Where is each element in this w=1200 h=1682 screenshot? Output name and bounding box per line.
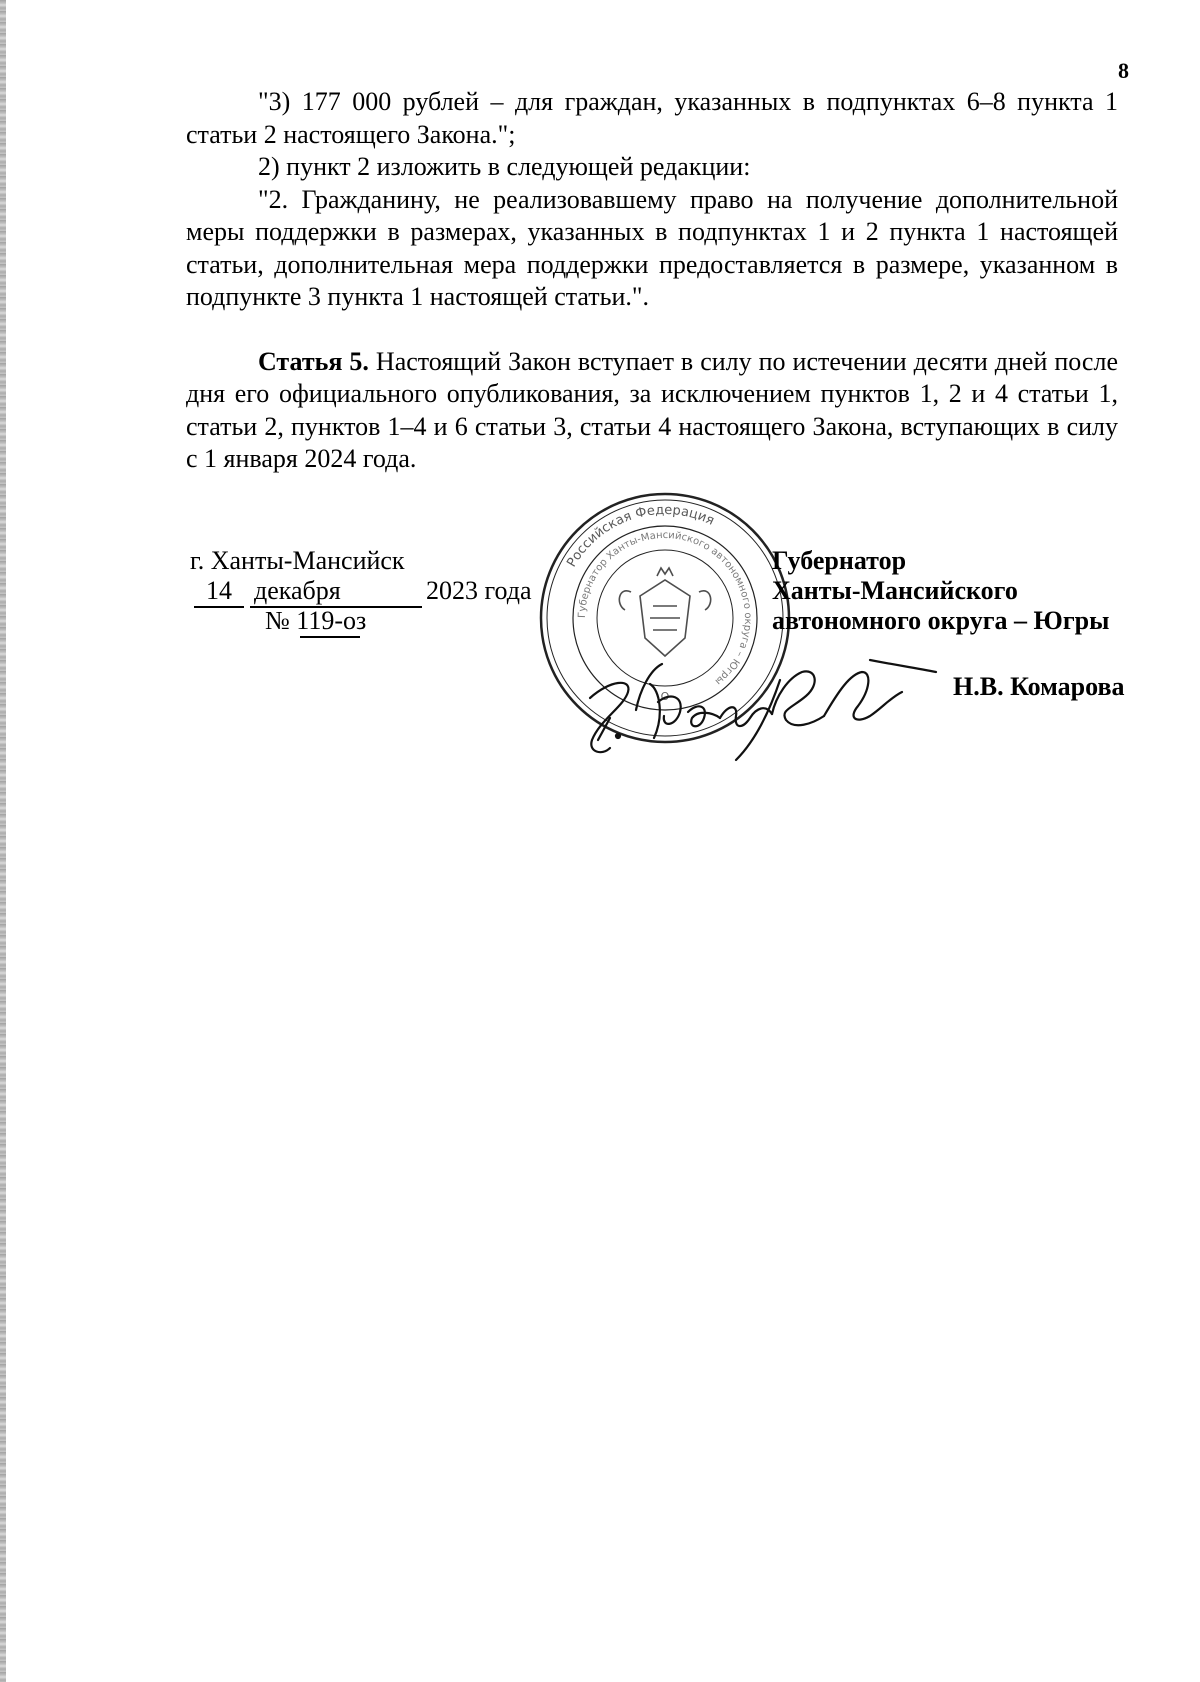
date-day-underline — [194, 606, 244, 608]
paragraph-amendment-intro: 2) пункт 2 изложить в следующей редакции: — [258, 152, 751, 181]
law-number-underline — [300, 636, 360, 638]
signer-title-line-3: автономного округа – Югры — [772, 606, 1110, 635]
law-number: № 119-оз — [265, 606, 367, 635]
place-city: г. Ханты-Мансийск — [190, 546, 405, 575]
document-body — [186, 86, 1118, 476]
svg-text:О: О — [660, 690, 670, 703]
date-day: 14 — [206, 576, 232, 605]
signer-name: Н.В. Комарова — [953, 672, 1125, 701]
scan-edge-artifact — [0, 0, 6, 1682]
paragraph-amount: "3) 177 000 рублей – для граждан, указанных в подпунктах 6–8 пункта 1 статьи 2 настоящего Закона."; — [186, 87, 1118, 149]
signer-title-line-2: Ханты-Мансийского — [772, 576, 1018, 605]
place-block — [190, 546, 405, 576]
page-number: 8 — [1118, 58, 1129, 83]
svg-text:Губернатор Ханты-Мансийского а: Губернатор Ханты-Мансийского автономного округа – Югры — [576, 529, 754, 687]
svg-text:Российская Федерация: Российская Федерация — [564, 502, 717, 570]
date-year: 2023 года — [426, 576, 532, 605]
paragraph-article-5 — [186, 346, 1118, 476]
date-month: декабря — [254, 576, 341, 605]
date-line — [194, 576, 544, 610]
handwritten-signature — [580, 620, 940, 770]
paragraph-point-2: "2. Гражданину, не реализовавшему право на получение дополнительной меры поддержки в размерах, указанных в подпунктах 1 и 2 пункта 1 настоящей статьи, дополнительная мера поддержки предоставляется в размере, указанном в подпункте 3 пункта 1 настоящей статьи.". — [186, 184, 1118, 311]
article-5-text: Настоящий Закон вступает в силу по истечении десяти дней после дня его официального опубликования, за исключением пунктов 1, 2 и 4 статьи 1, статьи 2, пунктов 1–4 и 6 статьи 3, статьи 4 настоящего Закона, вступающих в силу с 1 января 2024 года. — [186, 346, 1118, 473]
article-5-label: Статья 5. — [258, 346, 369, 376]
signer-title-line-1: Губернатор — [772, 546, 907, 575]
